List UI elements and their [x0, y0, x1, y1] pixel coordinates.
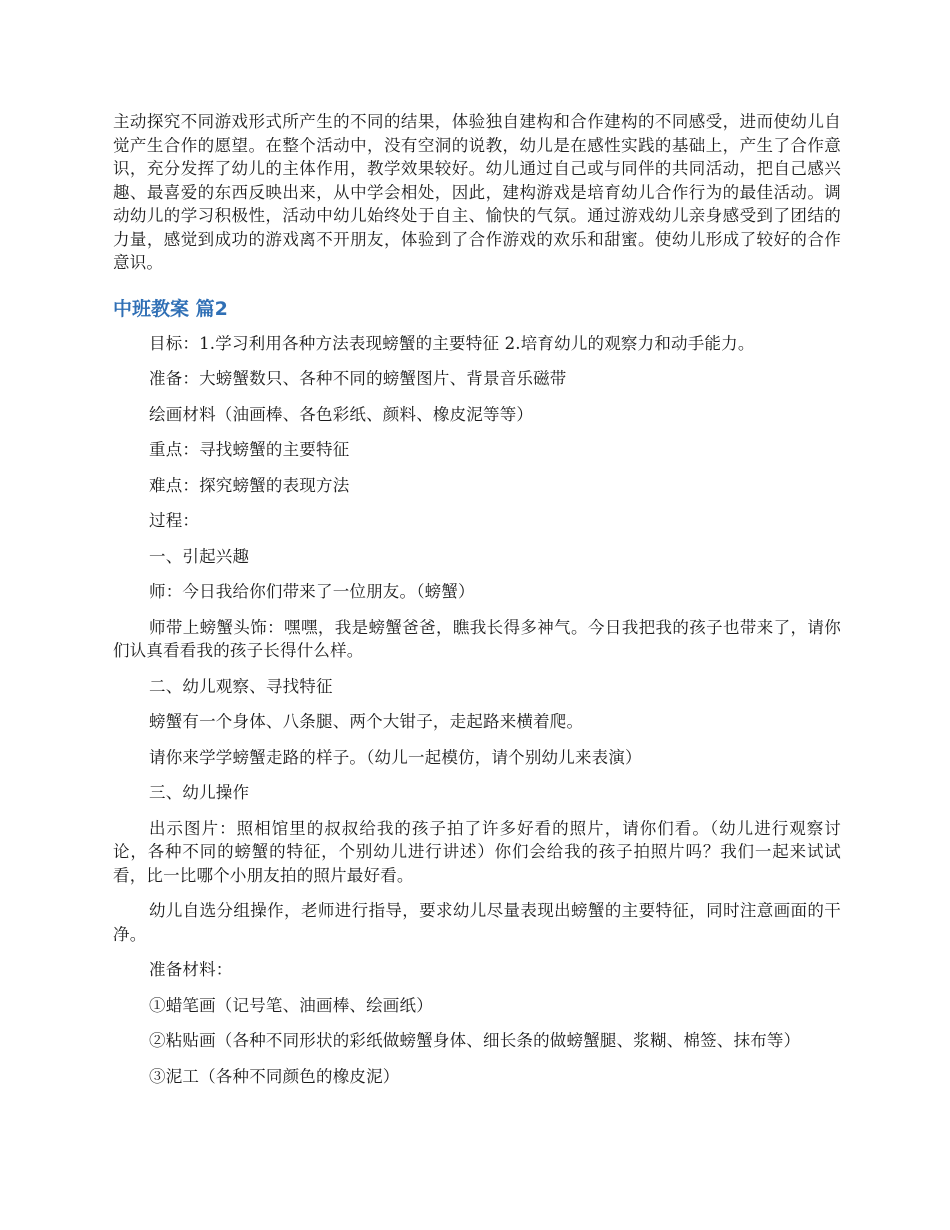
paragraph-step-1: 一、引起兴趣	[149, 546, 250, 566]
paragraph-show-pictures: 出示图片：照相馆里的叔叔给我的孩子拍了许多好看的照片，请你们看。（幼儿进行观察讨论，各种不同的螃蟹的特征，个别幼儿进行讲述）你们会给我的孩子拍照片吗？我们一起来试试看，比一比哪个小朋友拍的照片最好看。	[113, 818, 841, 885]
paragraph-step-3: 三、幼儿操作	[149, 783, 250, 802]
paragraph-preparation: 准备：大螃蟹数只、各种不同的螃蟹图片、背景音乐磁带	[149, 369, 567, 388]
lesson-body	[113, 332, 841, 1089]
intro-paragraph: 主动探究不同游戏形式所产生的不同的结果，体验独自建构和合作建构的不同感受，进而使幼儿自觉产生合作的愿望。在整个活动中，没有空洞的说教，幼儿是在感性实践的基础上，产生了合作意识，充分发挥了幼儿的主体作用，教学效果较好。幼儿通过自己或与同伴的共同活动，把自己感兴趣、最喜爱的东西反映出来，从中学会相处，因此，建构游戏是培育幼儿合作行为的最佳活动。调动幼儿的学习积极性，活动中幼儿始终处于自主、愉快的气氛。通过游戏幼儿亲身感受到了团结的力量，感觉到成功的游戏离不开朋友，体验到了合作游戏的欢乐和甜蜜。使幼儿形成了较好的合作意识。	[113, 112, 841, 272]
paragraph-crab-features: 螃蟹有一个身体、八条腿、两个大钳子，走起路来横着爬。	[149, 712, 584, 731]
document-page	[113, 110, 841, 1100]
paragraph-teacher-intro: 师：今日我给你们带来了一位朋友。（螃蟹）	[149, 582, 475, 601]
paragraph-material-collage: ②粘贴画（各种不同形状的彩纸做螃蟹身体、细长条的做螃蟹腿、浆糊、棉签、抹布等）	[149, 1031, 801, 1050]
paragraph-teacher-headwear: 师带上螃蟹头饰：嘿嘿，我是螃蟹爸爸，瞧我长得多神气。今日我把我的孩子也带来了，请你们认真看看我的孩子长得什么样。	[113, 617, 841, 660]
paragraph-step-2: 二、幼儿观察、寻找特征	[149, 676, 333, 696]
section-heading: 中班教案 篇2	[113, 297, 228, 320]
paragraph-group-work: 幼儿自选分组操作，老师进行指导，要求幼儿尽量表现出螃蟹的主要特征，同时注意画面的干净。	[113, 901, 841, 944]
paragraph-prepare-materials: 准备材料：	[149, 960, 233, 979]
paragraph-material-crayon: ①蜡笔画（记号笔、油画棒、绘画纸）	[149, 995, 433, 1015]
paragraph-key-point: 重点：寻找螃蟹的主要特征	[149, 440, 350, 459]
paragraph-difficulty: 难点：探究螃蟹的表现方法	[149, 475, 350, 495]
paragraph-imitate: 请你来学学螃蟹走路的样子。（幼儿一起模仿，请个别幼儿来表演）	[149, 747, 642, 767]
paragraph-goal: 目标：1.学习利用各种方法表现螃蟹的主要特征 2.培育幼儿的观察力和动手能力。	[149, 333, 755, 353]
paragraph-material-clay: ③泥工（各种不同颜色的橡皮泥）	[149, 1066, 400, 1086]
paragraph-materials: 绘画材料（油画棒、各色彩纸、颜料、橡皮泥等等）	[149, 404, 534, 424]
paragraph-process: 过程：	[149, 511, 200, 530]
